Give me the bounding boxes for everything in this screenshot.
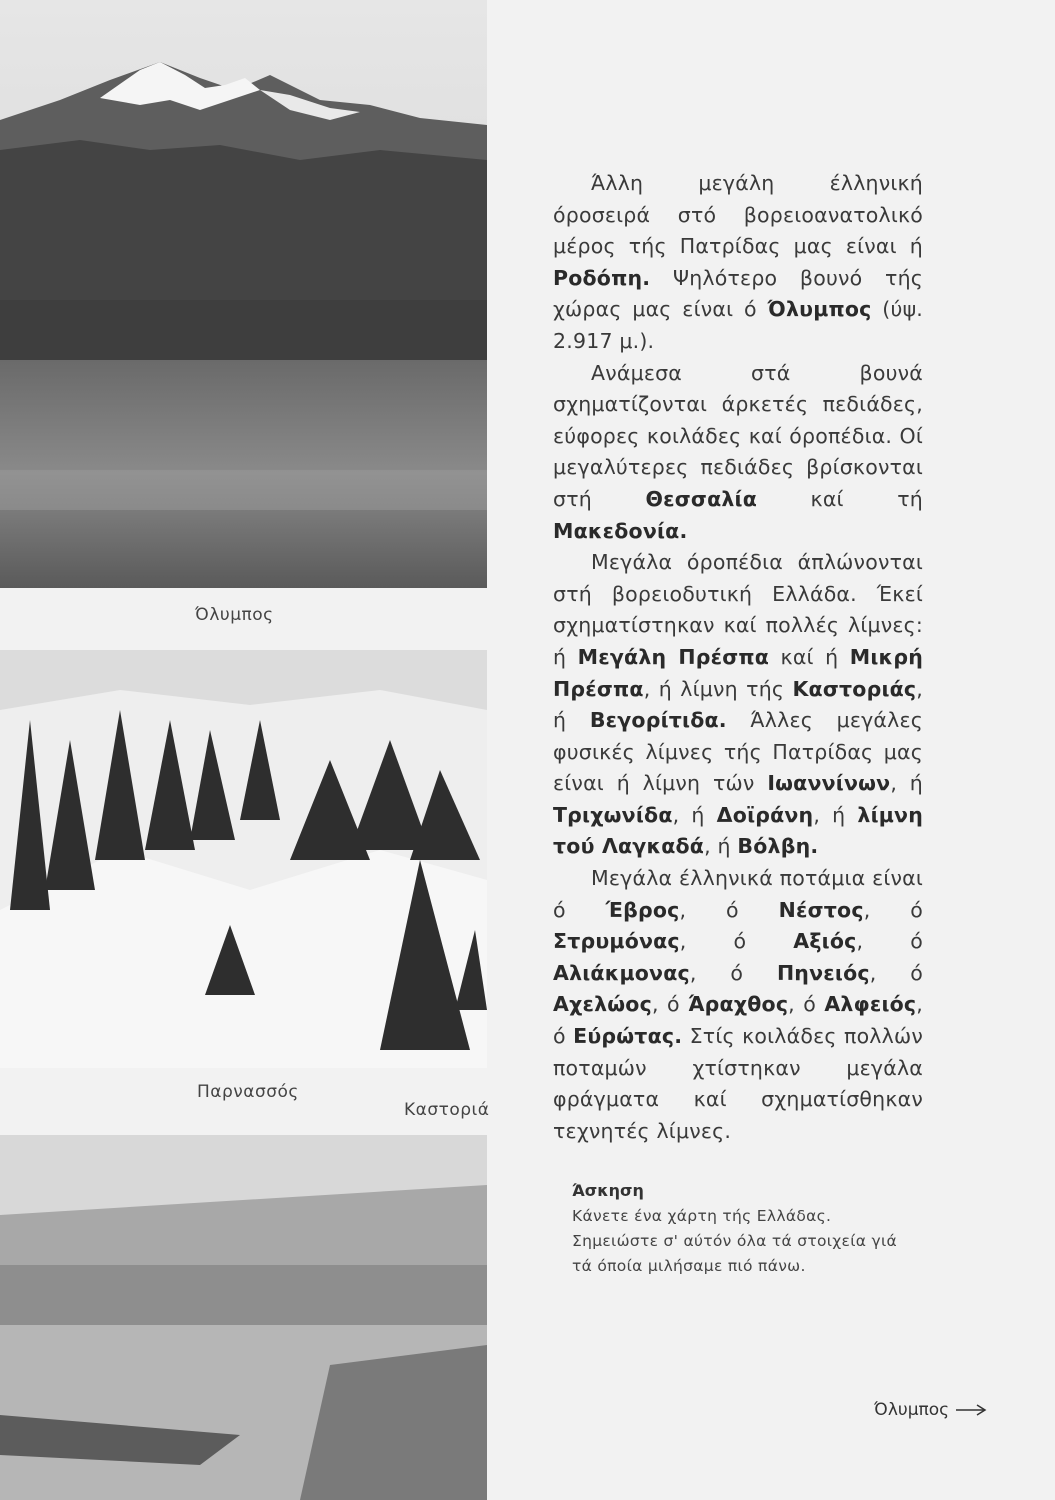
paragraph-rivers	[553, 863, 923, 1147]
bold-term: Νέστος	[778, 897, 864, 922]
bold-term: Στρυμόνας	[553, 929, 680, 954]
bold-term: Ιωαννίνων	[767, 771, 891, 796]
bold-term: Βεγορίτιδα.	[589, 708, 727, 733]
arrow-right-icon	[955, 1403, 987, 1417]
bold-term: Ροδόπη.	[553, 265, 651, 290]
bold-term: Τριχωνίδα	[553, 802, 673, 827]
text-span: , ή	[890, 771, 923, 796]
exercise-text: Κάνετε ένα χάρτη τής Ελλάδας. Σημειώστε σ' αύτόν όλα τά στοιχεία γιά τά όποία μιλήσαμε πιό πάνω.	[572, 1207, 898, 1275]
bold-term: λίμνη τού Λαγκαδά	[553, 802, 923, 859]
paragraph-plains	[553, 358, 923, 548]
text-span: , ό	[651, 992, 689, 1017]
text-span: , ό	[863, 897, 923, 922]
text-span: , ό	[679, 929, 794, 954]
bold-term: Μακεδονία.	[553, 518, 688, 543]
bold-term: Εύρώτας.	[573, 1024, 683, 1049]
text-span: , ό	[869, 960, 923, 985]
body-text	[553, 168, 923, 1147]
parnassos-photo	[0, 650, 487, 1068]
bold-term: Μικρή Πρέσπα	[553, 644, 923, 701]
next-page-label: Όλυμπος	[874, 1400, 950, 1420]
text-span: Μεγάλα έλληνικά ποτάμια είναι ό	[553, 866, 923, 922]
bold-term: Αξιός	[793, 929, 857, 954]
next-page-link[interactable]	[874, 1400, 987, 1420]
kastoria-caption: Καστοριά	[404, 1100, 490, 1120]
text-span: Μεγάλα όροπέδια άπλώνονται στή βορειοδυτική Ελλάδα. Έκεί σχηματίστηκαν καί πολλές λίμνες: ή	[553, 550, 923, 669]
text-span: Στίς κοιλάδες πολλών ποταμών χτίστηκαν μεγάλα φράγματα καί σχηματίσθηκαν τεχνητές λίμνες.	[553, 1024, 923, 1143]
text-span: , ή	[553, 676, 923, 733]
text-span: , ό	[856, 929, 923, 954]
paragraph-lakes	[553, 547, 923, 863]
text-span: καί τή	[757, 486, 923, 511]
text-span: , ή	[672, 802, 717, 827]
bold-term: Έβρος	[605, 897, 680, 922]
text-span: , ή	[704, 834, 738, 859]
text-span: Άλλες μεγάλες φυσικές λίμνες τής Πατρίδας μας είναι ή λίμνη τών	[553, 708, 923, 796]
parnassos-caption: Παρνασσός	[197, 1082, 299, 1102]
text-span: , ό	[689, 960, 777, 985]
bold-term: Θεσσαλία	[645, 486, 757, 511]
text-span: , ή	[813, 802, 858, 827]
paragraph-mountains	[553, 168, 923, 358]
text-span: , ό	[553, 992, 923, 1049]
text-span: καί ή	[769, 644, 850, 669]
text-span: Ανάμεσα στά βουνά σχηματίζονται άρκετές πεδιάδες, εύφορες κοιλάδες καί όροπέδια. Οί μεγαλύτερες πεδιάδες βρίσκονται στή	[553, 360, 923, 511]
exercise-section	[572, 1181, 907, 1279]
bold-term: Μεγάλη Πρέσπα	[577, 644, 770, 669]
kastoria-photo	[0, 1135, 487, 1500]
text-span: , ό	[788, 992, 825, 1017]
text-span: (ύψ. 2.917 μ.).	[553, 297, 924, 353]
bold-term: Βόλβη.	[737, 834, 819, 859]
bold-term: Αχελώος	[553, 992, 652, 1017]
text-span: , ή λίμνη τής	[643, 676, 793, 701]
bold-term: Αλφειός	[824, 992, 917, 1017]
bold-term: Άραχθος	[688, 992, 789, 1017]
text-span: Ψηλότερο βουνό τής χώρας μας είναι ό	[553, 265, 923, 322]
text-span: Άλλη μεγάλη έλληνική όροσειρά στό βορειοανατολικό μέρος τής Πατρίδας μας είναι ή	[553, 171, 923, 259]
olympus-caption: Όλυμπος	[195, 605, 274, 625]
bold-term: Δοϊράνη	[716, 802, 814, 827]
olympus-photo	[0, 0, 487, 588]
text-span: , ό	[679, 897, 779, 922]
bold-term: Καστοριάς	[792, 676, 917, 701]
bold-term: Όλυμπος	[767, 297, 872, 322]
exercise-title: Άσκηση	[572, 1181, 644, 1200]
bold-term: Αλιάκμονας	[553, 960, 690, 985]
bold-term: Πηνειός	[776, 960, 870, 985]
